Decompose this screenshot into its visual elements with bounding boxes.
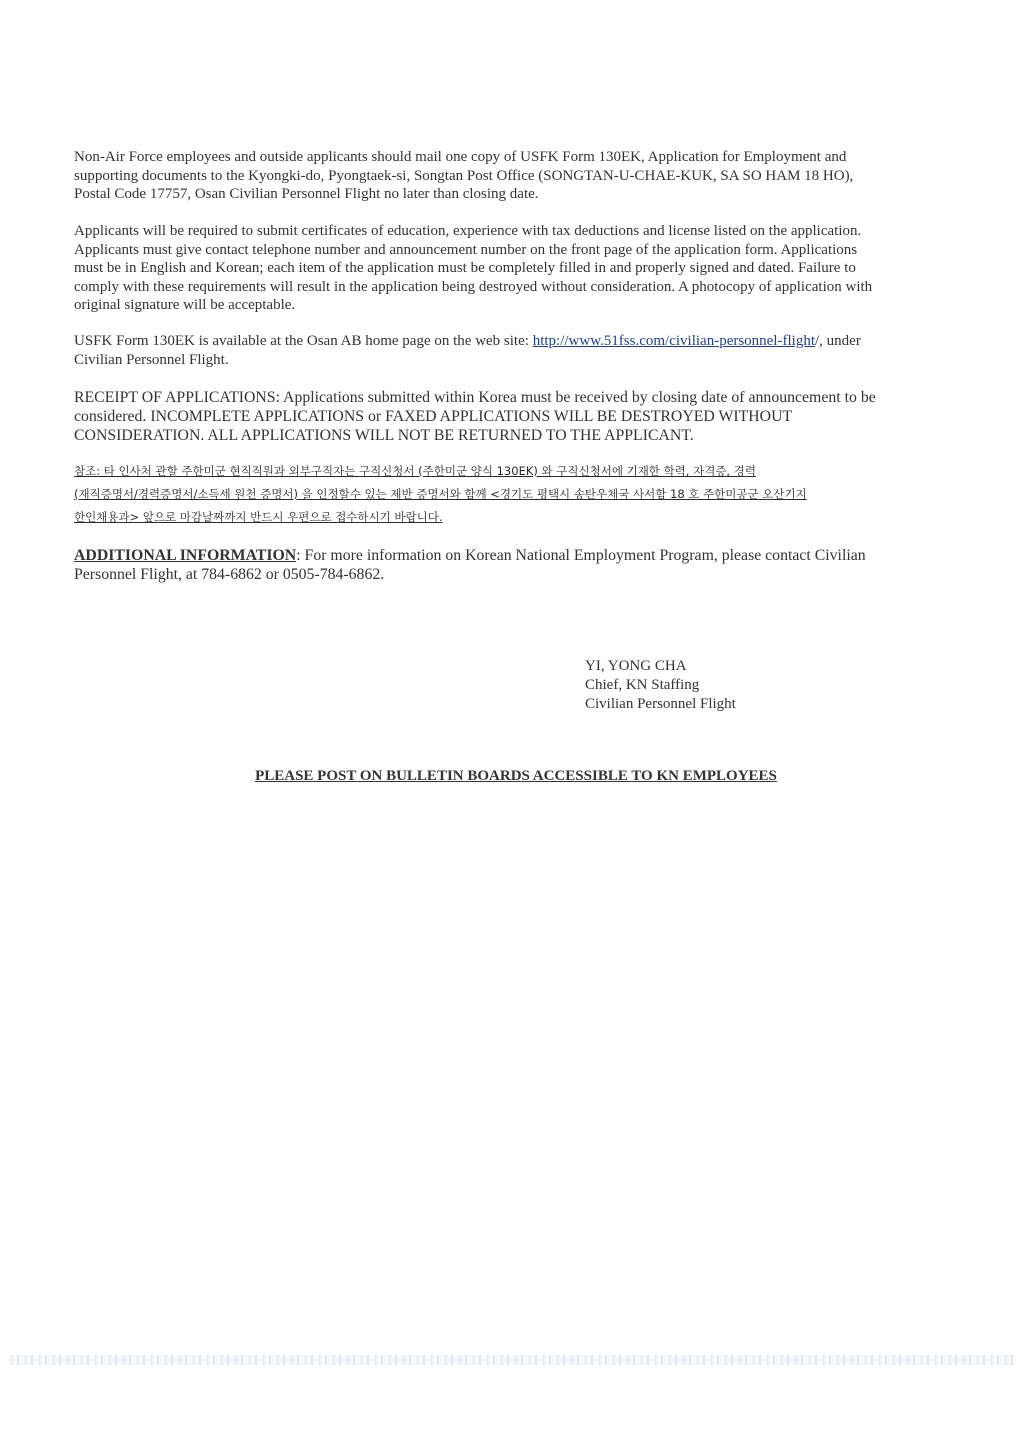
additional-information-paragraph: [74, 546, 954, 584]
additional-information-heading: ADDITIONAL INFORMATION: [74, 547, 297, 564]
paragraph-line: 한인채용과> 앞으로 마감날짜까지 반드시 우편으로 접수하시기 바랍니다.: [74, 510, 443, 524]
paragraph-line: RECEIPT OF APPLICATIONS: Applications submitted within Korea must be received by closing date of announcement to be: [74, 389, 876, 406]
signature-block: [585, 657, 736, 714]
signatory-title: Chief, KN Staffing: [585, 677, 700, 693]
paragraph-line: Applicants must give contact telephone number and announcement number on the front page of the application form. Applications: [74, 241, 858, 258]
website-link[interactable]: http://www.51fss.com/civilian-personnel-flight: [532, 333, 815, 349]
korean-notice-paragraph: [74, 460, 954, 529]
paragraph-line: Civilian Personnel Flight.: [74, 351, 229, 368]
receipt-of-applications-paragraph: [74, 388, 954, 445]
paragraph-text: /, under: [815, 333, 861, 349]
paragraph-text: : For more information on Korean National Employment Program, please contact Civilian: [296, 547, 866, 564]
paragraph-line: Personnel Flight, at 784-6862 or 0505-784-6862.: [74, 566, 385, 583]
scan-artifact-band: [10, 1355, 1014, 1365]
paragraph-line: 참조: 타 인사처 관할 주한미군 현직직원과 외부구직자는 구직신청서 (주한미군 양식 130EK) 와 구직신청서에 기재한 학력, 자격증, 경력: [74, 464, 756, 478]
paragraph-line: [74, 332, 954, 351]
paragraph-line: considered. INCOMPLETE APPLICATIONS or FAXED APPLICATIONS WILL BE DESTROYED WITHOUT: [74, 408, 793, 425]
mailing-instructions-paragraph: [74, 148, 954, 204]
paragraph-text: USFK Form 130EK is available at the Osan AB home page on the web site:: [74, 333, 533, 349]
paragraph-line: must be in English and Korean; each item of the application must be completely filled in and properly signed and dated. Failure to: [74, 260, 856, 276]
paragraph-line: [74, 546, 954, 565]
form-availability-paragraph: [74, 332, 954, 369]
paragraph-line: Non-Air Force employees and outside applicants should mail one copy of USFK Form 130EK, Application for Employment and: [74, 149, 847, 165]
signatory-office: Civilian Personnel Flight: [585, 696, 736, 712]
signatory-name: YI, YONG CHA: [585, 658, 687, 674]
posting-notice: PLEASE POST ON BULLETIN BOARDS ACCESSIBLE TO KN EMPLOYEES: [255, 768, 777, 784]
paragraph-line: (재직증명서/경력증명서/소득세 원천 증명서) 을 인정할수 있는 제반 증명서와 함께 <경기도 평택시 송탄우체국 사서함 18 호 주한미공군 오산기지: [74, 487, 807, 501]
paragraph-line: Applicants will be required to submit certificates of education, experience with tax deductions and license listed on the application.: [74, 223, 862, 239]
requirements-paragraph: [74, 222, 954, 315]
paragraph-line: original signature will be acceptable.: [74, 297, 296, 313]
paragraph-line: CONSIDERATION. ALL APPLICATIONS WILL NOT BE RETURNED TO THE APPLICANT.: [74, 427, 694, 444]
paragraph-line: Postal Code 17757, Osan Civilian Personnel Flight no later than closing date.: [74, 186, 539, 202]
paragraph-line: supporting documents to the Kyongki-do, Pyongtaek-si, Songtan Post Office (SONGTAN-U-CHAE-KUK, SA SO HAM 18 HO),: [74, 167, 854, 184]
paragraph-line: comply with these requirements will result in the application being destroyed without consideration. A photocopy of application with: [74, 278, 873, 295]
